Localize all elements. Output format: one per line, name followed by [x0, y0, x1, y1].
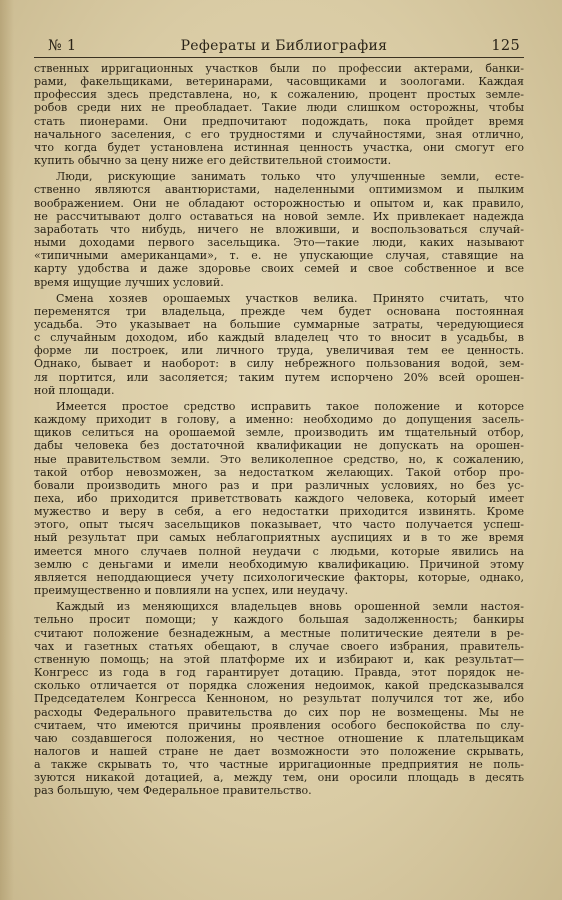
text-line: ные правительством земли. Это великолепное средство, но, к сожалению, — [34, 452, 524, 466]
text-line: считают положение безнадежным, а местные политические деятели в ре- — [34, 626, 524, 640]
text-line: такой отбор невозможен, за недостатком желающих. Такой отбор про- — [34, 465, 524, 479]
paragraph — [34, 292, 524, 397]
text-line: Имеется простое средство исправить такое положение и которсе — [56, 399, 524, 413]
paragraph — [34, 62, 524, 167]
running-header — [34, 38, 524, 58]
text-line: время ищущие лучших условий. — [34, 275, 224, 289]
text-line: что когда будет установлена истинная ценность участка, они смогут его — [34, 140, 524, 154]
text-line: «типичными американцами», т. е. не упускающие случая, ставящие на — [34, 249, 524, 263]
text-line: ственную помощь; на этой платформе их и избирают и, как результат— — [34, 652, 524, 666]
section-title: Рефераты и Библиография — [180, 38, 388, 54]
text-line: ственно являются авантюристами, наделенными оптимизмом и пылким — [34, 183, 524, 197]
text-line: с случайным доходом, ибо каждый владелец что то вносит в усадьбы, в — [34, 331, 524, 345]
text-line: дабы человека без достаточной квалификации не допускать на орошен- — [34, 439, 524, 453]
text-line: ными доходами первого засельщика. Это—такие люди, каких называют — [34, 236, 524, 250]
text-line: робов среди них не преобладает. Такие люди слишком осторожны, чтобы — [34, 101, 524, 115]
page-number: 125 — [491, 38, 520, 54]
text-line: щиков селиться на орошаемой земле, производить им тщательный отбор, — [34, 426, 524, 440]
text-line: форме ли построек, или личного труда, увеличивая тем ее ценность. — [34, 344, 524, 358]
text-line: рами, факельщиками, ветеринарами, часовщиками и зоологами. Каждая — [34, 75, 524, 89]
text-line: воображением. Они не обладают осторожностью и опытом и, как правило, — [34, 196, 524, 210]
text-line: преимущественно и повлияли на успех, или неудачу. — [34, 584, 349, 598]
text-line: Каждый из меняющихся владельцев вновь орошенной земли настоя- — [56, 600, 524, 614]
text-line: карту удобства и даже здоровье своих семей и свое собственное и все — [34, 262, 524, 276]
text-line: Люди, рискующие занимать только что улучшенные земли, есте- — [56, 170, 524, 184]
text-line: Конгресс из года в год гарантирует дотацию. Правда, этот порядок не- — [34, 666, 524, 680]
text-line: усадьба. Это указывает на большие суммарные затраты, чередующиеся — [34, 317, 524, 331]
text-line: Смена хозяев орошаемых участков велика. Принято считать, что — [56, 291, 524, 305]
text-line: раз большую, чем Федеральное правительство. — [34, 784, 312, 798]
text-line: стать пионерами. Они предпочитают подождать, пока пройдет время — [34, 114, 524, 128]
text-line: землю с деньгами и имели необходимую квалификацию. Причиной этому — [34, 557, 524, 571]
article-body — [34, 62, 524, 798]
paragraph — [34, 400, 524, 597]
text-line: не рассчитывают долго оставаться на новой земле. Их привлекает надежда — [34, 209, 524, 223]
text-line: сколько отличается от порядка сложения недоимок, какой предсказывался — [34, 679, 524, 693]
text-line: ля портится, или засоляется; таким путем испорчено 20% всей орошен- — [34, 370, 524, 384]
text-line: зуются никакой дотацией, а, между тем, они оросили площадь в десять — [34, 771, 524, 785]
text-line: ный результат при самых неблагоприятных ауспициях и в то же время — [34, 531, 524, 545]
text-line: является неподдающиеся учету психологические факторы, которые, однако, — [34, 570, 524, 584]
paragraph — [34, 170, 524, 288]
text-line: этого, опыт тысяч засельщиков показывает, что часто получается успеш- — [34, 518, 524, 532]
text-line: имеется много случаев полной неудачи с людьми, которые явились на — [34, 544, 524, 558]
text-line: тельно просит помощи; у каждого большая задолженность; банкиры — [34, 613, 524, 627]
text-line: бовали производить много раз и при различных условиях, но без ус- — [34, 478, 524, 492]
text-line: переменятся три владельца, прежде чем будет основана постоянная — [34, 304, 524, 318]
text-line: считаем, что имеются причины проявления особого беспокойства по слу- — [34, 718, 524, 732]
issue-number: № 1 — [48, 38, 77, 54]
text-line: Однако, бывает и наоборот: в силу небрежного пользования водой, зем- — [34, 357, 524, 371]
text-line: мужество и веру в себя, а его недостатки приходится извинять. Кроме — [34, 505, 524, 519]
text-line: налогов и нашей стране не дает возможности это положение скрывать, — [34, 744, 524, 758]
text-line: Председателем Конгресса Кенноном, но результат получился тот же, ибо — [34, 692, 524, 706]
text-line: а также скрывать то, что частные ирригационные предприятия не поль- — [34, 758, 524, 772]
paragraph — [34, 600, 524, 797]
text-line: чаю создавшегося положения, но честное отношение к плательщикам — [34, 731, 524, 745]
text-line: пеха, ибо приходится приветствовать каждого человека, который имеет — [34, 492, 524, 505]
text-line: ственных ирригационных участков были по профессии актерами, банки- — [34, 62, 524, 75]
text-line: начального заселения, с его трудностями и случайностями, зная отлично, — [34, 127, 524, 141]
text-line: профессия здесь представлена, но, к сожалению, процент простых земле- — [34, 88, 524, 102]
text-line: каждому приходит в голову, а именно: необходимо до допущения засель- — [34, 413, 524, 427]
text-line: заработать что нибудь, ничего не вложивши, и воспользоваться случай- — [34, 222, 524, 236]
text-line: расходы Федерального правительства до сих пор не возмещены. Мы не — [34, 705, 524, 719]
text-line: чах и газетных статьях обещают, в случае своего избрания, правитель- — [34, 639, 524, 653]
text-line: ной площади. — [34, 383, 115, 397]
text-line: купить обычно за цену ниже его действительной стоимости. — [34, 154, 392, 168]
